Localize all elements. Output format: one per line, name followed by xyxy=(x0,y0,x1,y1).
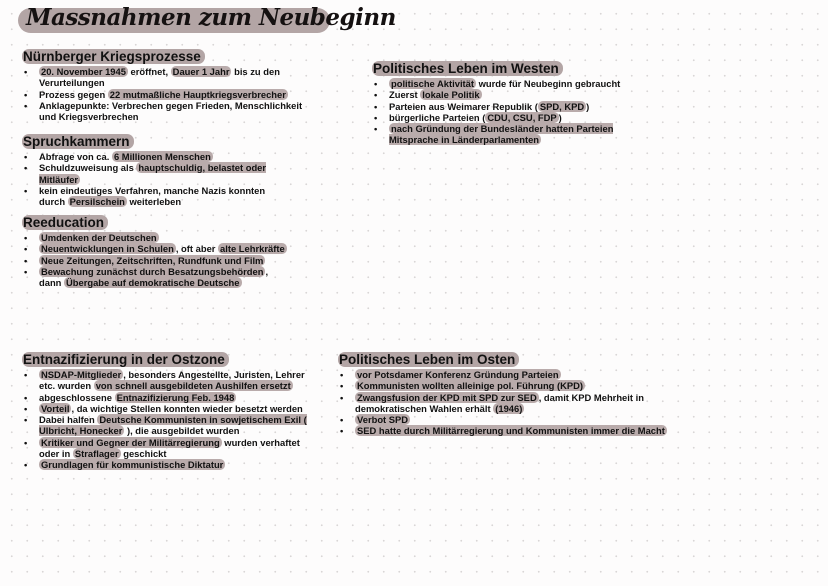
bullet-text: ) xyxy=(586,100,590,112)
highlighted-text: 6 Millionen Menschen xyxy=(113,151,211,162)
bullet-item xyxy=(22,66,307,89)
highlighted-text: Umdenken der Deutschen xyxy=(41,232,157,243)
highlighted-text: 22 mutmaßliche Hauptkriegsverbrecher xyxy=(109,88,286,100)
highlighted-text: alte Lehrkräfte xyxy=(220,243,285,255)
bullet-text: eröffnet, xyxy=(127,66,171,77)
bullet-list xyxy=(22,232,287,288)
bullet-text: , besonders Angestellte, Juristen, Lehrer etc. wurden xyxy=(39,369,305,392)
section-ostzone xyxy=(22,351,312,471)
bullet-list xyxy=(22,369,312,471)
bullet-item xyxy=(22,459,312,470)
section-heading: Politisches Leben im Osten xyxy=(338,352,519,367)
highlighted-text: Verbot SPD xyxy=(357,414,409,426)
bullet-item xyxy=(372,89,642,100)
bullet-item xyxy=(338,414,698,425)
page-title: Massnahmen zum Neubeginn xyxy=(26,4,396,31)
section-heading: Politisches Leben im Westen xyxy=(372,61,563,76)
bullet-item xyxy=(22,151,287,162)
bullet-item xyxy=(22,162,287,185)
bullet-item xyxy=(22,89,307,100)
bullet-text: ), die ausgebildet wurden xyxy=(124,425,240,437)
bullet-item xyxy=(22,369,312,392)
highlighted-text: Straflager xyxy=(74,448,119,460)
bullet-item xyxy=(22,100,307,123)
highlighted-text: Entnazifizierung Feb. 1948 xyxy=(116,391,235,403)
bullet-text: , damit KPD Mehrheit in demokratischen Wahlen erhält xyxy=(355,391,644,414)
bullet-text: Abfrage von ca. xyxy=(39,151,112,162)
section-westen xyxy=(372,60,642,146)
bullet-list xyxy=(22,66,307,122)
bullet-text: kein eindeutiges Verfahren, manche Nazis konnten durch xyxy=(39,184,266,208)
bullet-item xyxy=(338,392,698,415)
bullet-text: wurde für Neubeginn gebraucht xyxy=(476,78,621,89)
highlighted-text: lokale Politik xyxy=(422,89,480,101)
bullet-text: Schuldzuweisung als xyxy=(39,162,137,174)
highlighted-text: Zwangsfusion der KPD mit SPD zur SED xyxy=(357,391,537,403)
bullet-text: bis zu den Verurteilungen xyxy=(39,66,280,89)
highlighted-text: 20. November 1945 xyxy=(41,66,126,77)
bullet-item xyxy=(22,243,287,254)
highlighted-text: (1946) xyxy=(495,402,523,414)
highlighted-text: nach Gründung der Bundesländer hatten Parteien Mitsprache in Länderparlamenten xyxy=(389,123,614,146)
bullet-item xyxy=(372,112,642,123)
section-heading: Reeducation xyxy=(22,215,108,230)
bullet-text: geschickt xyxy=(120,448,167,460)
bullet-item xyxy=(22,403,312,414)
highlighted-text: Kommunisten wollten alleinige pol. Führung (KPD) xyxy=(357,380,584,392)
bullet-text: , dann xyxy=(39,265,269,289)
bullet-text: Zuerst xyxy=(389,89,421,101)
highlighted-text: Vorteil xyxy=(41,402,70,414)
highlighted-text: von schnell ausgebildeten Aushilfen ersetzt xyxy=(95,380,291,392)
bullet-text: Dabei halfen xyxy=(39,414,98,426)
bullet-text: , oft aber xyxy=(175,243,219,255)
bullet-item xyxy=(338,380,698,391)
highlighted-text: Neuentwicklungen in Schulen xyxy=(41,243,174,255)
highlighted-text: Bewachung zunächst durch Besatzungsbehörden xyxy=(41,265,264,277)
highlighted-text: vor Potsdamer Konferenz Gründung Parteien xyxy=(357,369,559,380)
bullet-item xyxy=(338,425,698,436)
section-spruchkammern xyxy=(22,133,287,207)
highlighted-text: politische Aktivität xyxy=(391,78,475,89)
bullet-text: abgeschlossene xyxy=(39,391,115,403)
bullet-text: , da wichtige Stellen konnten wieder besetzt werden xyxy=(71,402,303,414)
section-nuernberger xyxy=(22,48,307,122)
bullet-item xyxy=(372,78,642,89)
bullet-text: Prozess gegen xyxy=(39,88,108,100)
highlighted-text: Persilschein xyxy=(69,196,125,208)
highlighted-text: hauptschuldig, belastet oder Mitläufer xyxy=(39,162,267,185)
bullet-item xyxy=(372,101,642,112)
highlighted-text: Grundlagen für kommunistische Diktatur xyxy=(41,459,224,471)
highlighted-text: Dauer 1 Jahr xyxy=(172,66,230,77)
bullet-item xyxy=(22,392,312,403)
section-heading: Spruchkammern xyxy=(22,134,134,149)
bullet-item xyxy=(22,255,287,266)
highlighted-text: Kritiker und Gegner der Militärregierung xyxy=(41,436,220,448)
bullet-text: Parteien aus Weimarer Republik ( xyxy=(389,100,538,112)
bullet-text: ) xyxy=(558,111,562,123)
bullet-item xyxy=(22,266,287,289)
bullet-text: bürgerliche Parteien ( xyxy=(389,111,486,123)
bullet-text: weiterleben xyxy=(126,196,182,208)
highlighted-text: NSDAP-Mitglieder xyxy=(41,369,122,380)
bullet-list xyxy=(338,369,698,437)
bullet-item xyxy=(22,185,287,208)
section-osten xyxy=(338,351,698,437)
bullet-item xyxy=(22,437,312,460)
section-reeducation xyxy=(22,214,287,288)
bullet-item xyxy=(338,369,698,380)
bullet-list xyxy=(372,78,642,146)
bullet-item xyxy=(22,414,312,437)
highlighted-text: CDU, CSU, FDP xyxy=(487,111,557,123)
section-heading: Nürnberger Kriegsprozesse xyxy=(22,49,205,64)
highlighted-text: SPD, KPD xyxy=(539,100,585,112)
bullet-text: wurden verhaftet oder in xyxy=(39,436,300,460)
highlighted-text: Neue Zeitungen, Zeitschriften, Rundfunk und Film xyxy=(41,254,264,266)
bullet-text: Anklagepunkte: Verbrechen gegen Frieden, Menschlichkeit und Kriegsverbrechen xyxy=(39,99,303,123)
bullet-list xyxy=(22,151,287,207)
highlighted-text: Deutsche Kommunisten in sowjetischem Exil ( Ulbricht, Honecker xyxy=(39,414,307,437)
bullet-item xyxy=(372,123,642,146)
section-heading: Entnazifizierung in der Ostzone xyxy=(22,352,229,367)
highlighted-text: Übergabe auf demokratische Deutsche xyxy=(66,277,240,289)
highlighted-text: SED hatte durch Militärregierung und Kommunisten immer die Macht xyxy=(357,425,665,437)
bullet-item xyxy=(22,232,287,243)
